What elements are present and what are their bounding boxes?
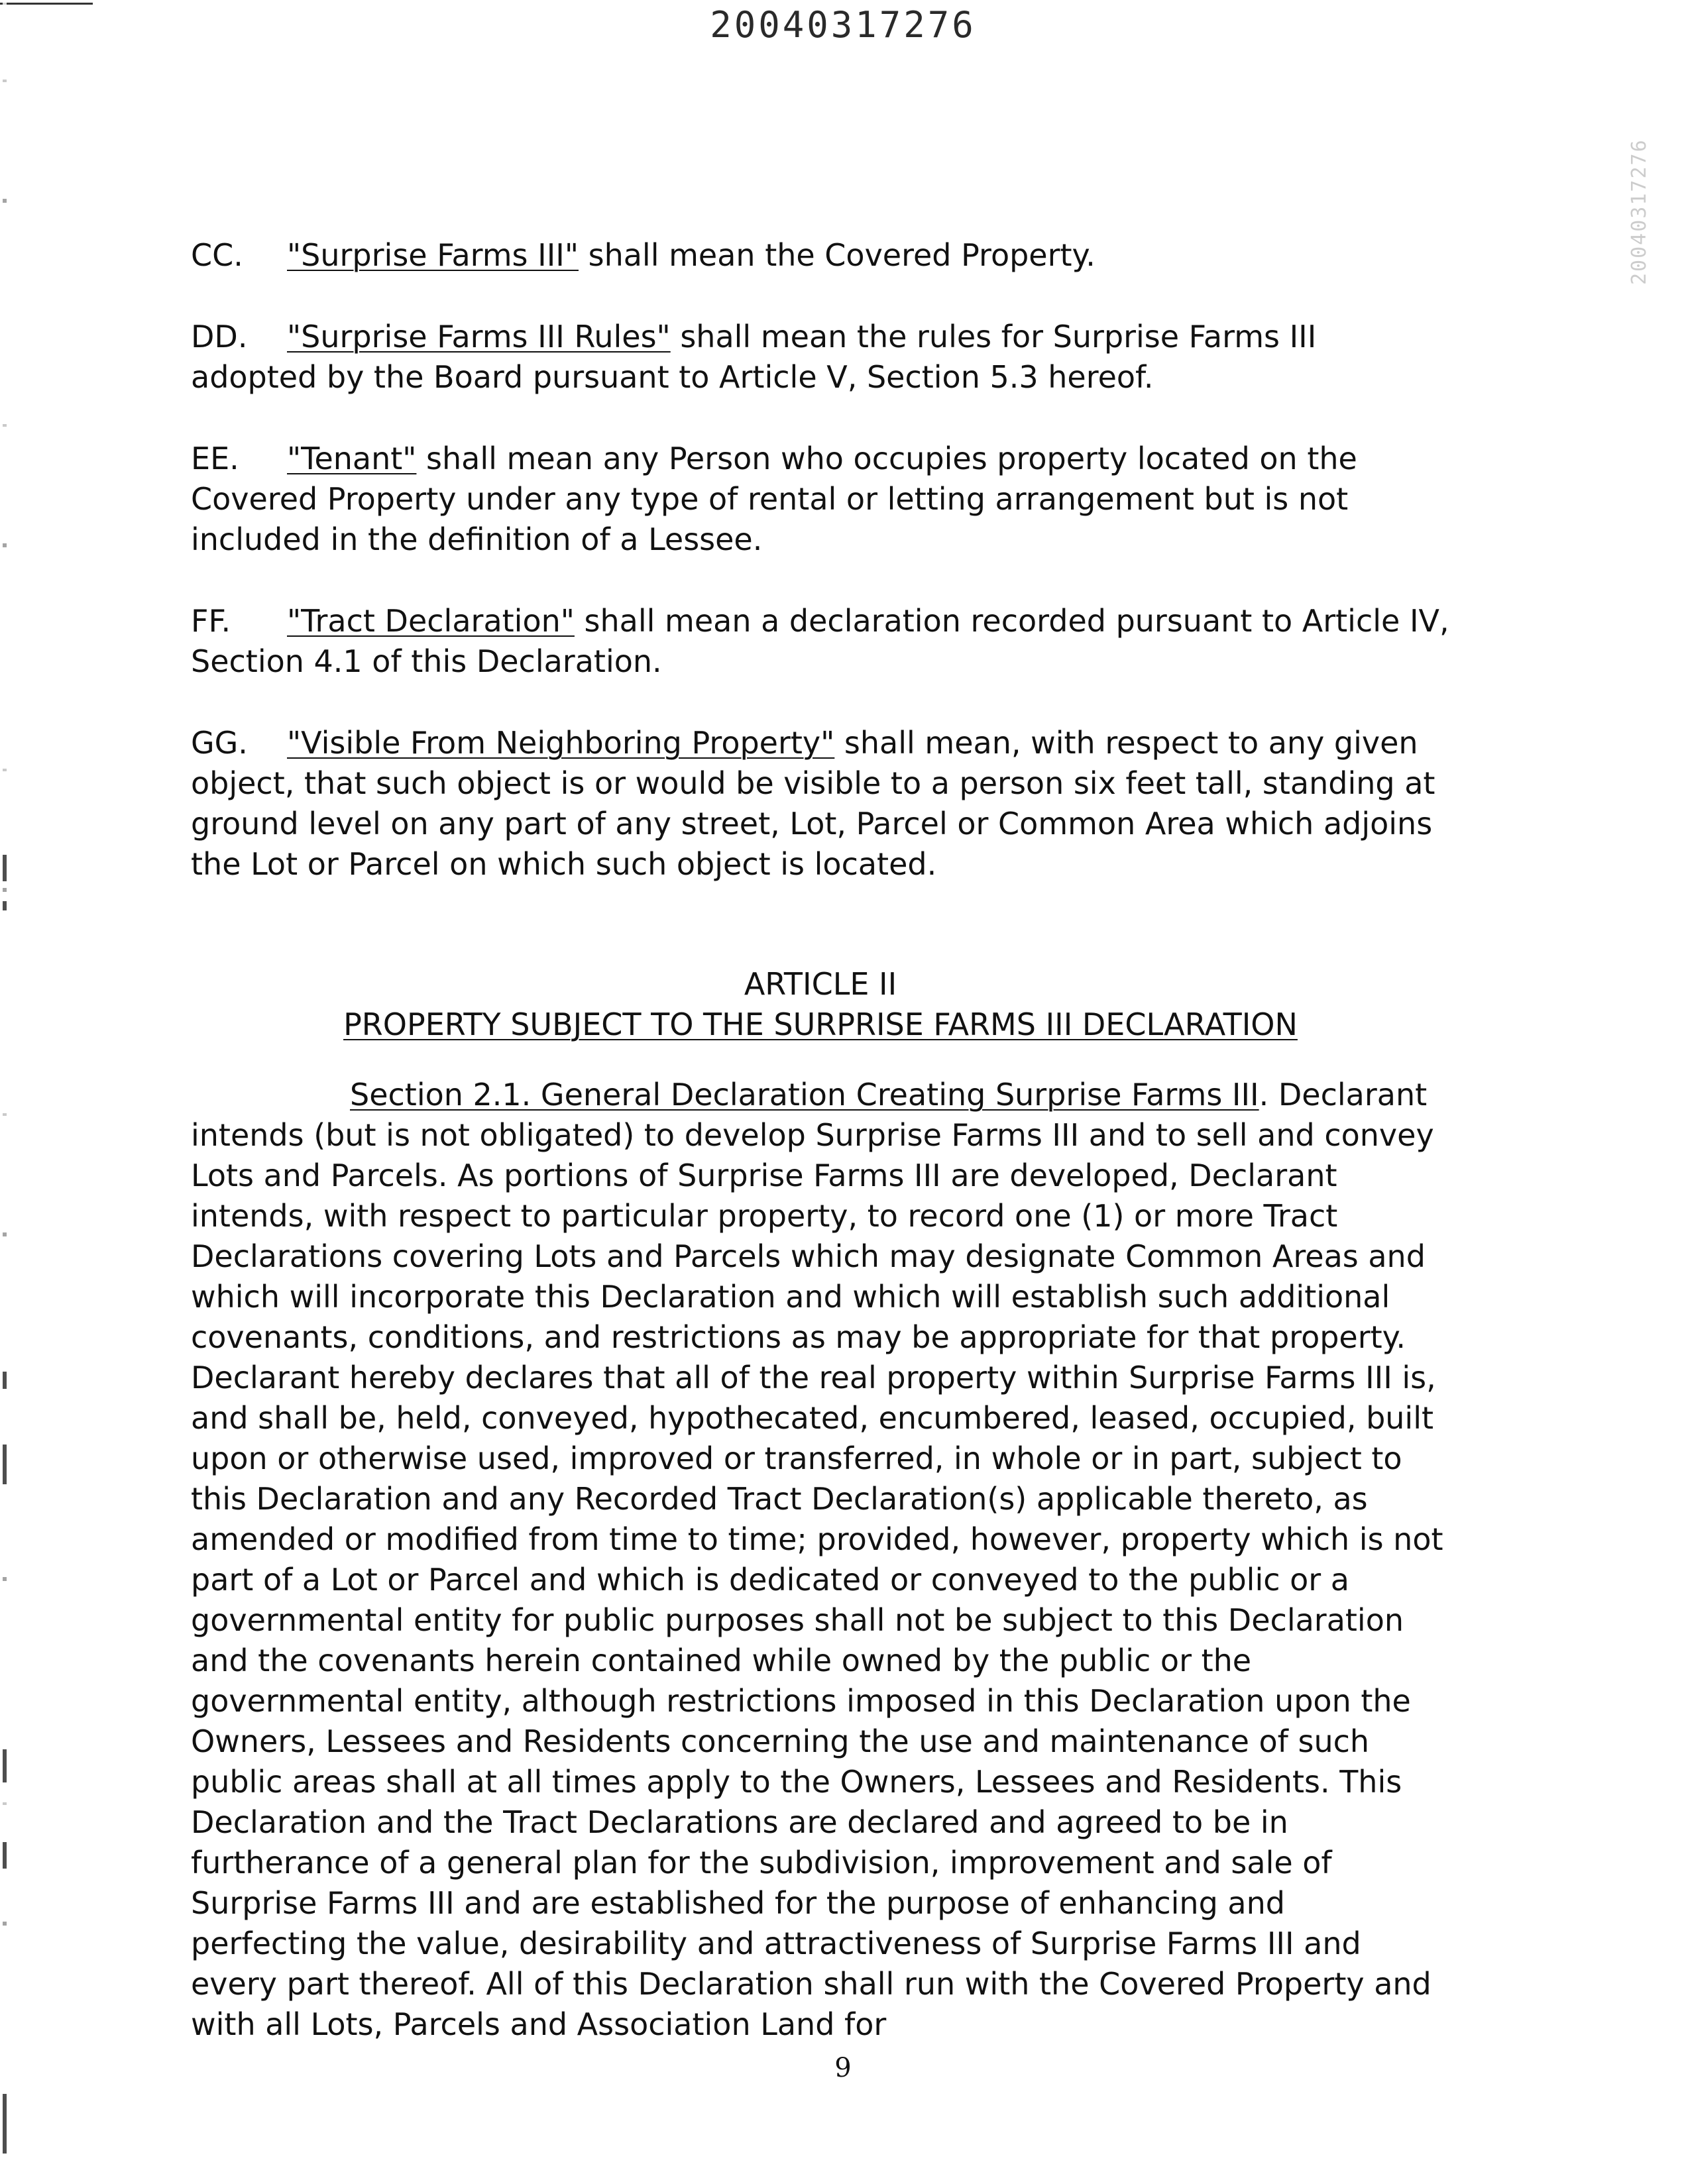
section-2-1 [191, 1075, 1450, 2045]
definition-text: shall mean any Person who occupies property located on the Covered Property under any type of rental or letting arrangement but is not included in the definition of a Lessee. [191, 441, 1357, 557]
definition-label: EE. [191, 441, 239, 476]
article-title: PROPERTY SUBJECT TO THE SURPRISE FARMS III DECLARATION [343, 1007, 1298, 1042]
definition-label: DD. [191, 319, 248, 355]
definition-text: shall mean, with respect to any given object, that such object is or would be visible to a person six feet tall, standing at ground level on any part of any street, Lot, Parcel or Common Area which adjoins the Lot or Parcel on which such object is located. [191, 725, 1435, 882]
defined-term: "Visible From Neighboring Property" [287, 725, 835, 761]
definition-label: GG. [191, 725, 248, 761]
defined-term: "Surprise Farms III Rules" [287, 319, 671, 355]
section-body: . Declarant intends (but is not obligated) to develop Surprise Farms III and to sell and convey Lots and Parcels. As portions of Surprise Farms III are developed, Declarant intends, with respect to particular property, to record one (1) or more Tract Declarations covering Lots and Parcels which may designate Common Areas and which will incorporate this Declaration and which will establish such additional covenants, conditions, and restrictions as may be appropriate for that property. Declarant hereby declares that all of the real property within Surprise Farms III is, and shall be, held, conveyed, hypothecated, encumbered, leased, occupied, built upon or otherwise used, improved or transferred, in whole or in part, subject to this Declaration and any Recorded Tract Declaration(s) applicable thereto, as amended or modified from time to time; provided, however, property which is not part of a Lot or Parcel and which is dedicated or conveyed to the public or a governmental entity for public purposes shall not be subject to this Declaration and the covenants herein contained while owned by the public or the governmental entity, although restrictions imposed in this Declaration upon the Owners, Lessees and Residents concerning the use and maintenance of such public areas shall at all times apply to the Owners, Lessees and Residents. This Declaration and the Tract Declarations are declared and agreed to be in furtherance of a general plan for the subdivision, improvement and sale of Surprise Farms III and are established for the purpose of enhancing and perfecting the value, desirability and attractiveness of Surprise Farms III and every part thereof. All of this Declaration shall run with the Covered Property and with all Lots, Parcels and Association Land for [191, 1077, 1443, 2042]
article-number: ARTICLE II [744, 966, 897, 1002]
definition-gg [191, 723, 1450, 885]
defined-term: "Tract Declaration" [287, 603, 575, 639]
scan-edge-artifact [3, 0, 7, 2184]
recording-number: 20040317276 [710, 4, 976, 46]
definition-text: shall mean the rules for Surprise Farms III adopted by the Board pursuant to Article V, Section 5.3 hereof. [191, 319, 1317, 395]
article-header [191, 964, 1450, 1045]
definition-cc [191, 235, 1450, 276]
defined-term: "Tenant" [287, 441, 417, 476]
document-body [191, 235, 1450, 2045]
defined-term: "Surprise Farms III" [287, 237, 579, 273]
definition-ff [191, 601, 1450, 682]
side-stamp-number: 20040317276 [1628, 138, 1651, 285]
definition-text: shall mean the Covered Property. [579, 237, 1096, 273]
definition-dd [191, 317, 1450, 398]
definition-label: FF. [191, 603, 231, 639]
definition-label: CC. [191, 237, 243, 273]
definition-ee [191, 439, 1450, 560]
page-number: 9 [834, 2053, 852, 2083]
section-title: Section 2.1. General Declaration Creating Surprise Farms III [350, 1077, 1259, 1113]
definition-text: shall mean a declaration recorded pursuant to Article IV, Section 4.1 of this Declaration. [191, 603, 1449, 679]
